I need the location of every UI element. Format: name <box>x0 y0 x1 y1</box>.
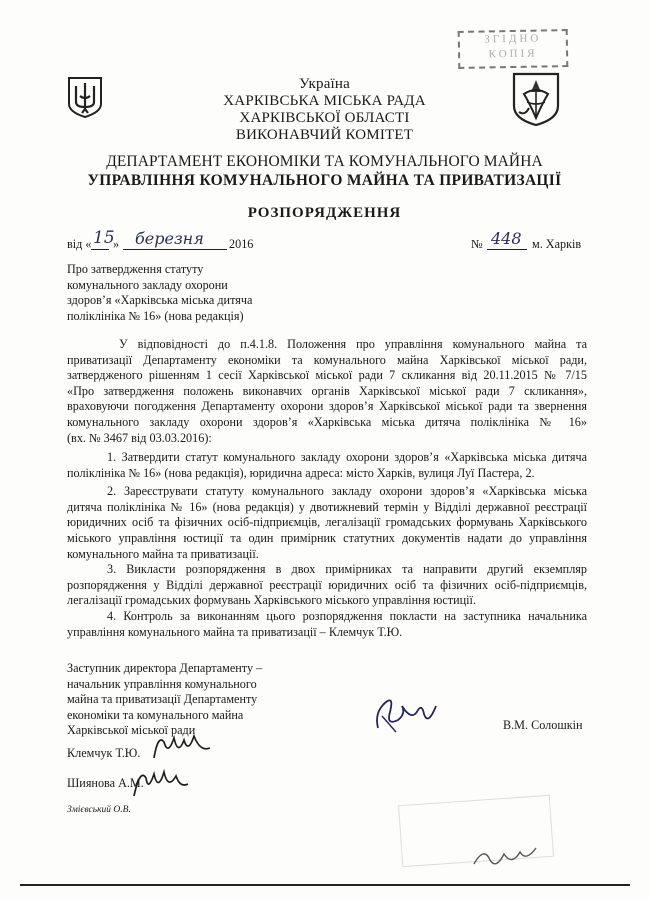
position-line: Заступник директора Департаменту – <box>67 661 263 675</box>
handwritten-signature <box>372 692 442 738</box>
item-line: міського управління юстиції та один примірник статутних документів надати до управління <box>67 530 587 545</box>
order-items <box>67 450 587 640</box>
item-line: поліклініка № 16» (нова редакція), юридична адреса: місто Харків, вулиця Луї Пастера, 2. <box>67 465 535 480</box>
approver-name: Шиянова А.М. <box>67 776 144 790</box>
subject-line: поліклініка № 16» (нова редакція) <box>67 308 244 323</box>
preamble-line: затвердженого рішенням 1 сесії Харківської міської ради 7 скликання від 20.11.2015 № 7/15 <box>67 368 587 383</box>
date-month-underline <box>123 249 227 250</box>
preamble-line: враховуючи погодження Департаменту охорони здоров’я Харківської міської ради та звернення <box>67 399 587 414</box>
order-item-2 <box>67 484 587 562</box>
item-line: 4. Контроль за виконанням цього розпорядження покласти на заступника начальника <box>107 608 587 623</box>
position-line: економіки та комунального майна <box>67 707 244 722</box>
approver-signature <box>130 762 194 802</box>
date-month: березня <box>135 229 204 248</box>
date-mid: » <box>113 237 120 251</box>
order-number: 448 <box>491 229 522 248</box>
executor-name: Змієвський О.В. <box>67 805 131 815</box>
subject-line: комунального закладу охорони <box>67 277 228 292</box>
subject-line: здоров’я «Харківська міська дитяча <box>67 293 253 308</box>
item-line: 2. Зареєструвати статуту комунального закладу охорони здоров’я «Харківська міська <box>107 484 587 499</box>
position-line: начальник управління комунального <box>67 676 257 691</box>
header-country: Україна <box>299 76 350 92</box>
page-bottom-edge <box>20 884 630 886</box>
stamp-signature <box>470 842 540 872</box>
header-committee: ВИКОНАВЧИЙ КОМІТЕТ <box>235 127 414 143</box>
signer-name: В.М. Солошкін <box>503 718 583 732</box>
date-day: 15 <box>93 228 115 248</box>
position-line: Харківської міської ради <box>67 723 196 738</box>
subject-block <box>67 262 327 324</box>
item-line: управління комунального майна та приватизації – Клемчук Т.Ю. <box>67 624 403 639</box>
stamp-line-2: КОПІЯ <box>488 47 538 61</box>
item-line: 3. Викласти розпорядження в двох примірниках та направити другий екземпляр <box>107 562 587 577</box>
item-line: легалізації громадських формувань Харківського міського управління юстиції. <box>67 593 476 608</box>
date-prefix: від « <box>67 237 92 251</box>
date-day-underline <box>91 249 109 250</box>
preamble-line: У відповідності до п.4.1.8. Положення про управління комунального майна та <box>119 337 587 351</box>
number-prefix: № <box>471 237 483 251</box>
copy-stamp <box>458 29 569 69</box>
order-item-3 <box>67 562 587 609</box>
header-council: ХАРКІВСЬКА МІСЬКА РАДА <box>223 93 426 109</box>
item-line: розпорядження у Відділі державної реєстрації юридичних осіб та фізичних осіб-підприємців, <box>67 577 587 592</box>
approver-name: Клемчук Т.Ю. <box>67 746 141 760</box>
directorate-title: УПРАВЛІННЯ КОМУНАЛЬНОГО МАЙНА ТА ПРИВАТИЗАЦІЇ <box>87 172 562 189</box>
item-line: 1. Затвердити статут комунального закладу охорони здоров’я «Харківська міська дитяча <box>107 450 587 464</box>
date-number-line <box>67 228 587 255</box>
preamble-line: (вх. № 3467 від 03.03.2016): <box>67 430 212 445</box>
stamp-line-1: ЗГІДНО <box>484 32 542 46</box>
preamble <box>67 337 587 446</box>
preamble-line: «Про затвердження положень виконавчих органів Харківської міської ради 7 скликання», <box>67 383 587 398</box>
subject-line: Про затвердження статуту <box>67 262 204 276</box>
approver-signature <box>150 728 220 766</box>
date-year: 2016 <box>229 237 254 251</box>
department-title: ДЕПАРТАМЕНТ ЕКОНОМІКИ ТА КОМУНАЛЬНОГО МАЙНА <box>106 153 543 170</box>
item-line: юридичних осіб та фізичних осіб-підприємців, легалізації громадських формувань Харківського <box>67 515 587 530</box>
city: м. Харків <box>532 237 582 251</box>
header-region: ХАРКІВСЬКОЇ ОБЛАСТІ <box>239 110 410 126</box>
preamble-line: приватизації Департаменту економіки та комунального майна Харківської міської ради, <box>67 352 587 367</box>
position-line: майна та приватизації Департаменту <box>67 692 258 707</box>
order-item-1 <box>67 450 587 481</box>
order-item-4 <box>67 609 587 640</box>
number-underline <box>487 249 527 250</box>
item-line: комунального майна та приватизації. <box>67 546 259 561</box>
preamble-line: комунального закладу охорони здоров’я «Харківська міська дитяча поліклініка № 16» <box>67 414 587 429</box>
document-title: РОЗПОРЯДЖЕННЯ <box>247 205 402 221</box>
item-line: дитяча поліклініка № 16» (нова редакція) у двотижневий термін у Відділі державної реєстрації <box>67 499 587 514</box>
